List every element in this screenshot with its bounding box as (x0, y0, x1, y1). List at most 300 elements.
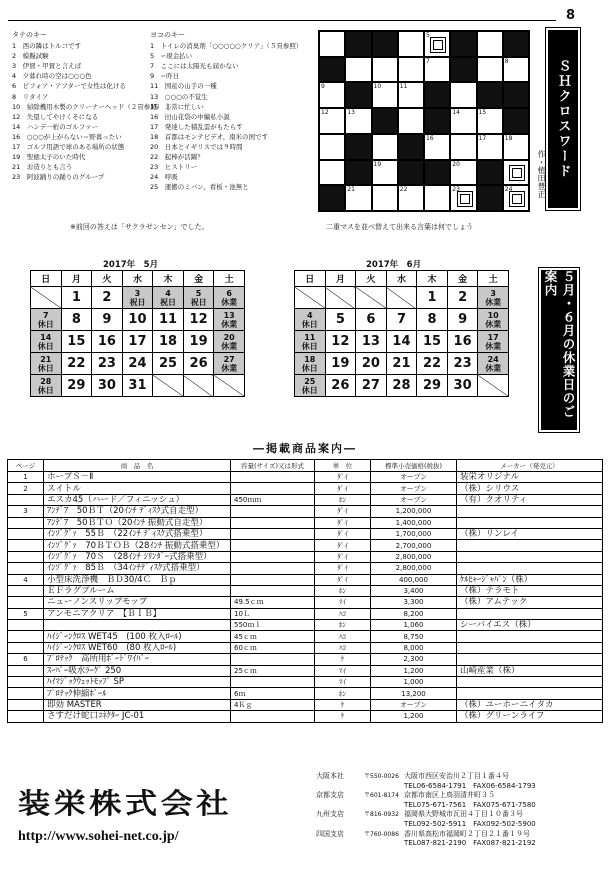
calendar-day: 17 休業 (478, 331, 509, 353)
crossword-cell[interactable] (424, 134, 450, 160)
crossword-black-cell (398, 134, 424, 160)
crossword-cell[interactable] (398, 31, 424, 57)
crossword-cell[interactable] (424, 31, 450, 57)
crossword-cell[interactable] (424, 185, 450, 211)
products-table (7, 459, 603, 723)
hint-item: 23 阿波踊りの踊りのグループ (12, 173, 105, 182)
products-cell-maker (457, 563, 603, 574)
hint-item: 9 ∽昨日 (150, 72, 180, 81)
branch-zip: 〒550-0026 (364, 773, 399, 780)
products-cell-name: 小型床洗浄機 ＢＤ30/4Ｃ Ｂｐ (44, 574, 231, 585)
crossword-black-cell (345, 82, 371, 108)
hint-item: 7 ここには太陽光も届かない (150, 62, 239, 71)
crossword-cell[interactable] (319, 31, 345, 57)
products-cell-price: 13,200 (371, 688, 457, 699)
products-cell-page: 6 (8, 654, 44, 665)
crossword-cell[interactable] (345, 185, 371, 211)
products-cell-maker (457, 517, 603, 528)
products-cell-size (231, 472, 315, 483)
calendar-day: 26 (325, 375, 356, 397)
cell-number: 21 (347, 186, 355, 194)
top-rule (8, 20, 556, 21)
products-cell-page (8, 551, 44, 562)
weekday-header: 日 (295, 271, 326, 287)
calendar-day: 25 (153, 353, 184, 375)
products-cell-price: 3,300 (371, 597, 457, 608)
hint-item: 14 ハンデ一桁のゴルファー (12, 122, 99, 131)
products-cell-maker: （株）ユーホーニイタカ (457, 699, 603, 710)
products-cell-name: 即効 MASTER (44, 699, 231, 710)
weekday-header: 火 (92, 271, 123, 287)
calendar-day: 3 休業 (478, 287, 509, 309)
weekday-header: 木 (417, 271, 448, 287)
products-cell-maker: 山崎産業（株） (457, 665, 603, 676)
crossword-cell[interactable] (450, 134, 476, 160)
crossword-cell[interactable] (424, 57, 450, 83)
calendar-day: 4 休日 (295, 309, 326, 331)
products-cell-page (8, 563, 44, 574)
cell-number: 11 (399, 83, 408, 91)
products-cell-size: 25ｃｍ (231, 665, 315, 676)
crossword-cell[interactable] (450, 108, 476, 134)
crossword-black-cell (424, 160, 450, 186)
calendar-day: 13 (356, 331, 387, 353)
calendar-day: 8 (61, 309, 92, 331)
hint-item: 23 ヒストリー (150, 163, 198, 172)
table-row (8, 699, 603, 710)
cell-number: 13 (347, 109, 355, 117)
hint-item: 16 田山花袋の中編私小説 (150, 112, 230, 121)
crossword-cell[interactable] (319, 160, 345, 186)
products-cell-price: 1,400,000 (371, 517, 457, 528)
calendar-day: 21 休日 (31, 353, 62, 375)
products-cell-name: ﾊｲﾏｼﾞｯｸｳｪｯﾄﾓｯﾌﾟ SP (44, 677, 231, 688)
calendar-day: 27 休業 (214, 353, 245, 375)
hint-item: 15 非常に忙しい (150, 102, 204, 111)
products-cell-unit: ﾎﾝ (315, 688, 371, 699)
weekday-header: 水 (122, 271, 153, 287)
table-row (8, 677, 603, 688)
crossword-cell[interactable] (398, 108, 424, 134)
calendar-day: 10 (122, 309, 153, 331)
products-cell-page (8, 665, 44, 676)
branch (316, 830, 536, 840)
crossword-black-cell (319, 185, 345, 211)
horizontal-hints-heading: ヨコのキー (150, 31, 185, 39)
products-cell-page (8, 699, 44, 710)
weekday-header: 木 (153, 271, 184, 287)
hint-item: 21 お造りとも言う (12, 163, 73, 172)
may-calendar-title: 2017年 5月 (103, 260, 159, 270)
products-cell-unit: ﾀﾞｲ (315, 483, 371, 494)
products-cell-price: 8,000 (371, 642, 457, 653)
empty-day (325, 287, 356, 309)
crossword-cell[interactable] (503, 160, 529, 186)
calendar-day: 19 (325, 353, 356, 375)
products-cell-maker: 装栄オリジナル (457, 472, 603, 483)
products-cell-unit: ﾏｲ (315, 677, 371, 688)
cell-number: 10 (373, 83, 382, 91)
products-cell-size: 45ｃｍ (231, 631, 315, 642)
products-cell-size: 450ｍｍ (231, 494, 315, 505)
weekday-header: 土 (478, 271, 509, 287)
products-cell-unit: ﾏｲ (315, 665, 371, 676)
hint-item: 10 掃除機用木製のクリーナーヘッド（２頁参照） (12, 102, 164, 111)
crossword-cell[interactable] (503, 134, 529, 160)
products-cell-page (8, 688, 44, 699)
products-cell-name: ｱﾝﾃﾞｱ 50ＢＴＯ（20ｲﾝﾁ 振動式自走型） (44, 517, 231, 528)
products-cell-maker: （株）グリーンライフ (457, 711, 603, 722)
crossword-black-cell (345, 31, 371, 57)
crossword-cell[interactable] (372, 185, 398, 211)
calendar-day: 7 休日 (31, 309, 62, 331)
crossword-cell[interactable] (372, 134, 398, 160)
cell-number: 5 (426, 32, 430, 39)
products-cell-page: 2 (8, 483, 44, 494)
calendar-day: 16 (447, 331, 478, 353)
empty-day (478, 375, 509, 397)
calendar-day: 22 (61, 353, 92, 375)
crossword-cell[interactable] (398, 185, 424, 211)
products-header: ページ (8, 460, 44, 472)
crossword-black-cell (503, 82, 529, 108)
crossword-cell[interactable] (372, 160, 398, 186)
products-cell-size (231, 585, 315, 596)
table-row (8, 517, 603, 528)
horizontal-hints-list (150, 41, 302, 192)
calendar-day: 26 (183, 353, 214, 375)
branch-zip: 〒760-0086 (364, 830, 399, 838)
branch-name: 四国支店 (316, 829, 344, 838)
hint-item: 19 聖徳太子のいた時代 (12, 153, 86, 162)
calendar-day: 6 休業 (214, 287, 245, 309)
calendar-day: 10 休業 (478, 309, 509, 331)
products-cell-size: 49.5ｃｍ (231, 597, 315, 608)
company-name: 装栄株式会社 (18, 787, 232, 820)
products-cell-price: オープン (371, 699, 457, 710)
table-row (8, 585, 603, 596)
products-cell-page (8, 540, 44, 551)
hint-item: 12 失望してやけくそになる (12, 112, 99, 121)
weekday-header: 土 (214, 271, 245, 287)
products-header: 容量(サイズ)又は形式 (231, 460, 315, 472)
calendar-day: 30 (447, 375, 478, 397)
products-cell-unit: ﾀﾞｲ (315, 563, 371, 574)
branch-phone (316, 839, 536, 849)
products-cell-size (231, 506, 315, 517)
crossword-black-cell (424, 108, 450, 134)
products-cell-page (8, 677, 44, 688)
hint-item: 2 模擬試験 (12, 52, 49, 61)
products-cell-name: アンモニアクリア 【ＢＩＢ】 (44, 608, 231, 619)
products-cell-maker (457, 551, 603, 562)
cell-number: 24 (504, 186, 513, 194)
calendar-day: 15 (61, 331, 92, 353)
branch-name: 京都支店 (316, 791, 344, 800)
products-cell-name: ｽｰﾊﾟｰ吸水ﾗｰｸﾞ 250 (44, 665, 231, 676)
products-cell-name: ニューノンスリップモップ (44, 597, 231, 608)
crossword-author: 作・植田豊正 (537, 150, 546, 198)
products-cell-name: ﾊｲｼﾞｰﾝｸﾛｽ WET45 (100 枚入ﾛｰﾙ) (44, 631, 231, 642)
crossword-black-cell (345, 160, 371, 186)
crossword-cell[interactable] (477, 57, 503, 83)
products-cell-price: 1,200,000 (371, 506, 457, 517)
weekday-header: 水 (386, 271, 417, 287)
products-cell-size: 10Ｌ (231, 608, 315, 619)
products-cell-page: 4 (8, 574, 44, 585)
empty-day (356, 287, 387, 309)
branch (316, 791, 536, 801)
cell-number: 20 (452, 160, 460, 168)
weekday-header: 金 (447, 271, 478, 287)
crossword-cell[interactable] (372, 82, 398, 108)
hint-item: 24 呼吸 (150, 173, 178, 182)
june-calendar (294, 270, 509, 397)
products-cell-name: さすだけ蛇口ｺﾈｸﾀｰ JC-01 (44, 711, 231, 722)
products-cell-price: 8,200 (371, 608, 457, 619)
branch-address: 大阪市西区安治川２丁目１番４号 (404, 772, 509, 780)
hint-item: 6 ビフォア・アフターで女性は化ける (12, 82, 126, 91)
table-row (8, 472, 603, 483)
crossword-black-cell (477, 82, 503, 108)
products-cell-price: オープン (371, 483, 457, 494)
branch-tel: TEL06-6584-1791 FAX06-6584-1793 (404, 781, 536, 790)
calendar-day: 24 休業 (478, 353, 509, 375)
table-row (8, 654, 603, 665)
table-row (8, 574, 603, 585)
crossword-cell[interactable] (503, 185, 529, 211)
hint-item: 16 ○○○が上がらない＝野暮ったい (12, 132, 122, 141)
calendar-day: 4 祝日 (153, 287, 184, 309)
weekday-header: 火 (356, 271, 387, 287)
crossword-cell[interactable] (319, 82, 345, 108)
calendar-day: 23 (447, 353, 478, 375)
calendar-day: 5 (325, 309, 356, 331)
products-cell-maker: シーバイエス（株） (457, 620, 603, 631)
products-cell-name: ｲﾝｿﾞｸﾞｧ 70Ｓ （28ｲﾝﾁ ｼﾘﾝﾀﾞｰ式搭乗型） (44, 551, 231, 562)
products-header: 標準小売価格(税抜) (371, 460, 457, 472)
crossword-cell[interactable] (477, 134, 503, 160)
calendar-day: 16 (92, 331, 123, 353)
crossword-cell[interactable] (345, 108, 371, 134)
calendar-day: 6 (356, 309, 387, 331)
calendar-day: 19 (183, 331, 214, 353)
hint-item: 5 ∽現金払い (150, 52, 193, 61)
hint-item: 20 日本とイギリスでは９時間 (150, 143, 243, 152)
crossword-cell[interactable] (450, 185, 476, 211)
products-cell-maker: （有）クオリティ (457, 494, 603, 505)
crossword-black-cell (398, 160, 424, 186)
empty-day (183, 375, 214, 397)
calendar-day: 8 (417, 309, 448, 331)
empty-day (153, 375, 184, 397)
cell-number: 7 (426, 57, 430, 65)
products-cell-maker: （株）リンレイ (457, 528, 603, 539)
hint-item: 3 伊賀・甲賀と言えば (12, 62, 82, 71)
products-header: 単 位 (315, 460, 371, 472)
products-cell-name: ﾊｲｼﾞｰﾝｸﾛｽ WET60 (80 枚入ﾛｰﾙ) (44, 642, 231, 653)
table-row (8, 711, 603, 722)
products-header: 商 品 名 (44, 460, 231, 472)
crossword-grid[interactable] (318, 30, 530, 212)
crossword-note: 二重マスを並べ替えて出来る言葉は何でしょう (326, 223, 473, 231)
products-cell-price: オープン (371, 494, 457, 505)
products-cell-unit: ﾎﾝ (315, 494, 371, 505)
previous-answer: ※前回の答えは「サクラゼンセン」でした。 (70, 223, 209, 231)
products-cell-unit: ﾀﾞｲ (315, 551, 371, 562)
calendar-day: 13 休業 (214, 309, 245, 331)
products-cell-price: 2,300 (371, 654, 457, 665)
calendar-day: 1 (417, 287, 448, 309)
products-cell-size (231, 654, 315, 665)
calendar-day: 18 (153, 331, 184, 353)
products-cell-maker (457, 540, 603, 551)
crossword-cell[interactable] (477, 108, 503, 134)
products-cell-page (8, 711, 44, 722)
company-url[interactable]: http://www.sohei-net.co.jp/ (18, 829, 179, 844)
hint-item: 4 夕暮れ時の空は○○○色 (12, 72, 92, 81)
products-cell-price: 2,800,000 (371, 551, 457, 562)
products-cell-page (8, 642, 44, 653)
calendar-day: 31 (122, 375, 153, 397)
calendar-day: 29 (61, 375, 92, 397)
table-row (8, 563, 603, 574)
crossword-black-cell (477, 160, 503, 186)
products-cell-size (231, 551, 315, 562)
products-cell-page (8, 620, 44, 631)
products-cell-price: 1,200 (371, 665, 457, 676)
hint-item: 8 リタイア (12, 92, 49, 101)
products-cell-maker: （株）アムテック (457, 597, 603, 608)
hint-item: 17 ゴルフ用語で球のある場所の状態 (12, 143, 125, 152)
calendar-day: 2 (447, 287, 478, 309)
branch (316, 772, 536, 782)
calendar-day: 12 (183, 309, 214, 331)
table-row (8, 483, 603, 494)
products-cell-price: 3,400 (371, 585, 457, 596)
products-cell-size (231, 711, 315, 722)
hint-item: 11 国産の山手の一種 (150, 82, 217, 91)
branch-address: 香川県高松市福岡町２丁目２１番１９号 (404, 829, 530, 838)
cell-number: 17 (478, 134, 487, 142)
products-cell-page: 1 (8, 472, 44, 483)
calendar-day: 25 休日 (295, 375, 326, 397)
products-cell-name: ホープＳ－Ⅱ (44, 472, 231, 483)
cell-number: 23 (452, 186, 460, 194)
calendar-day: 11 (153, 309, 184, 331)
crossword-cell[interactable] (477, 31, 503, 57)
calendar-day: 11 休日 (295, 331, 326, 353)
cell-number: 19 (373, 160, 382, 168)
crossword-cell[interactable] (450, 160, 476, 186)
products-cell-size (231, 574, 315, 585)
calendar-day: 1 (61, 287, 92, 309)
products-cell-page: 5 (8, 608, 44, 619)
calendar-day: 22 (417, 353, 448, 375)
calendar-day: 23 (92, 353, 123, 375)
vertical-hints-list (12, 41, 163, 182)
vertical-hints (12, 30, 163, 182)
calendar-day: 28 (386, 375, 417, 397)
crossword-black-cell (450, 57, 476, 83)
branch-zip: 〒601-8174 (364, 792, 399, 800)
calendar-day: 20 (356, 353, 387, 375)
hint-item: 13 ○○○の不覚生 (150, 92, 208, 101)
table-row (8, 506, 603, 517)
products-cell-price: 1,060 (371, 620, 457, 631)
table-row (8, 540, 603, 551)
table-row (8, 642, 603, 653)
crossword-cell[interactable] (450, 82, 476, 108)
products-cell-size (231, 517, 315, 528)
crossword-cell[interactable] (372, 57, 398, 83)
products-cell-maker (457, 654, 603, 665)
products-cell-price: 1,000 (371, 677, 457, 688)
cell-number: 8 (504, 57, 509, 65)
crossword-cell[interactable] (319, 134, 345, 160)
products-cell-page (8, 517, 44, 528)
calendar-day: 21 (386, 353, 417, 375)
page-number: 8 (566, 8, 576, 23)
empty-day (295, 287, 326, 309)
cell-number: 9 (321, 83, 325, 91)
crossword-black-cell (503, 31, 529, 57)
products-cell-unit: ﾎﾝ (315, 585, 371, 596)
table-row (8, 597, 603, 608)
products-cell-name: ﾌﾟﾛﾃｯｸ 高所用ﾎﾞｰﾄﾞﾜｲﾊﾟｰ (44, 654, 231, 665)
calendar-day: 2 (92, 287, 123, 309)
weekday-header: 月 (325, 271, 356, 287)
calendar-day: 14 (386, 331, 417, 353)
calendar-day: 5 祝日 (183, 287, 214, 309)
crossword-cell[interactable] (398, 57, 424, 83)
cell-number: 15 (478, 109, 487, 117)
products-cell-name: ｱﾝﾃﾞｱ 50ＢＴ（20ｲﾝﾁ ﾃﾞｨｽｸ式自走型） (44, 506, 231, 517)
horizontal-hints (150, 30, 302, 193)
crossword-cell[interactable] (398, 82, 424, 108)
crossword-black-cell (372, 31, 398, 57)
crossword-cell[interactable] (319, 108, 345, 134)
products-cell-page (8, 631, 44, 642)
vertical-hints-heading: タテのキー (12, 31, 47, 39)
products-cell-unit: ﾀﾞｲ (315, 528, 371, 539)
table-row (8, 665, 603, 676)
products-cell-size (231, 677, 315, 688)
table-row (8, 608, 603, 619)
products-cell-name: ｲﾝｿﾞｸﾞｧ 85Ｂ （34ｲﾝﾁﾃﾞｨｽｸ式搭乗型） (44, 563, 231, 574)
branch-phone (316, 820, 536, 830)
products-cell-unit: ﾏｲ (315, 597, 371, 608)
products-cell-unit: ｹ (315, 711, 371, 722)
crossword-cell[interactable] (503, 57, 529, 83)
products-cell-name (44, 620, 231, 631)
products-cell-size (231, 540, 315, 551)
calendar-day: 12 (325, 331, 356, 353)
may-calendar (30, 270, 245, 397)
crossword-black-cell (477, 185, 503, 211)
crossword-cell[interactable] (345, 57, 371, 83)
crossword-black-cell (319, 57, 345, 83)
products-header: メーカー（発売元） (457, 460, 603, 472)
products-cell-page (8, 597, 44, 608)
crossword-black-cell (450, 31, 476, 57)
empty-day (31, 287, 62, 309)
cell-number: 12 (321, 109, 329, 117)
calendar-day: 27 (356, 375, 387, 397)
table-row (8, 620, 603, 631)
empty-day (386, 287, 417, 309)
hint-item: 1 西の隣はトルコです (12, 42, 82, 51)
